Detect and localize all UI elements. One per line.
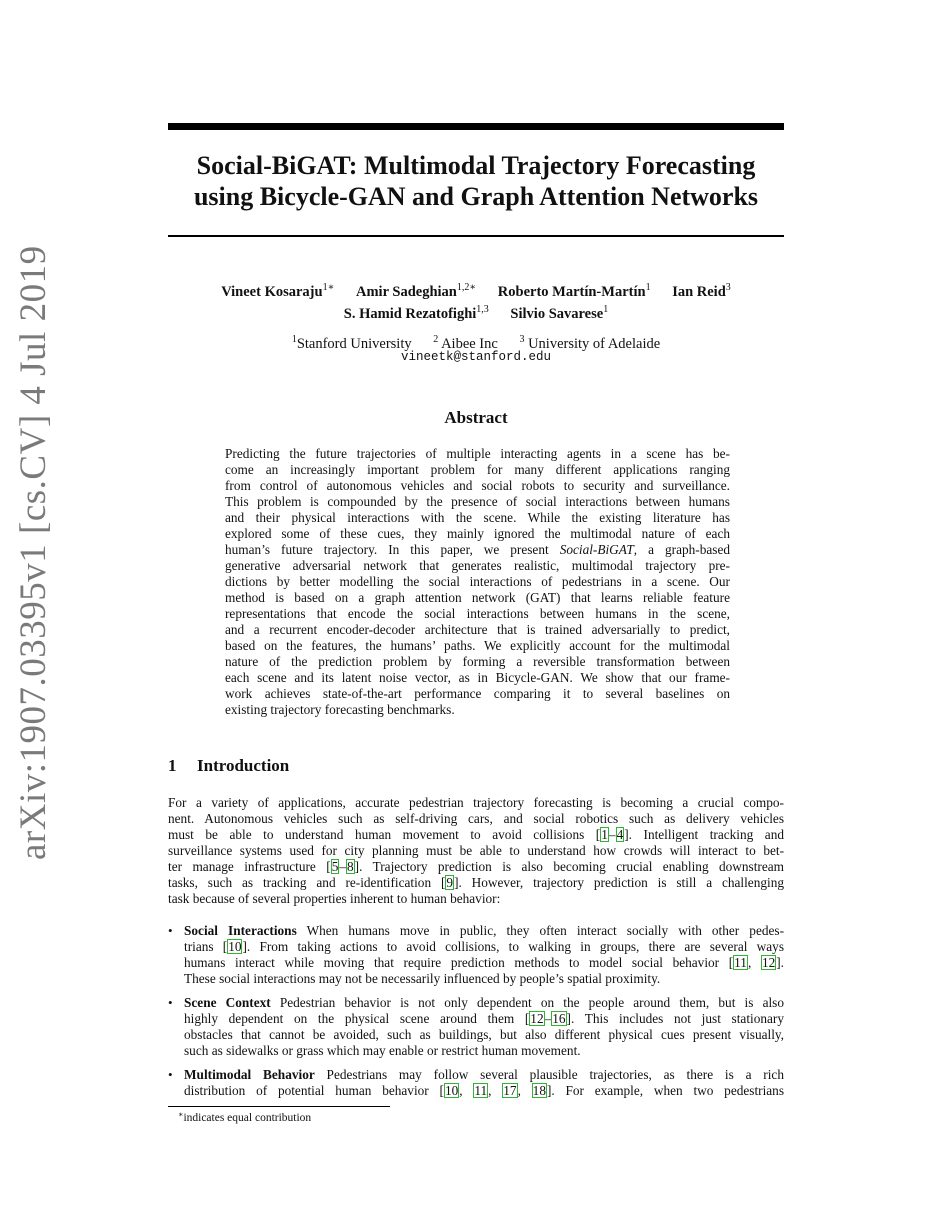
author-list xyxy=(168,279,784,323)
citation-link[interactable]: 10 xyxy=(444,1083,459,1098)
bullet-term: Multimodal Behavior xyxy=(184,1067,315,1082)
citation-link[interactable]: 4 xyxy=(616,827,624,842)
bullet-term: Scene Context xyxy=(184,995,271,1010)
body-line: nent. Autonomous vehicles such as self-driving cars, and social robotics such as delivery vehicles xyxy=(168,811,784,826)
bullet-marker: • xyxy=(168,1067,173,1082)
bullet-line: distribution of potential human behavior [10, 11, 17, 18]. For example, when two pedestrians xyxy=(184,1083,784,1098)
author-6: Silvio Savarese$^1$ xyxy=(510,304,609,322)
model-name-emphasis: Social-BiGAT xyxy=(559,542,634,557)
body-line: For a variety of applications, accurate pedestrian trajectory forecasting is becoming a crucial compo- xyxy=(168,795,784,810)
author-3: Roberto Martín-Martín$^1$ xyxy=(497,282,651,300)
bullet-term: Social Interactions xyxy=(184,923,297,938)
bullet-line: humans interact while moving that require prediction methods to model social behavior [11, 12]. xyxy=(184,955,784,970)
abstract-line: representations that encode the social interactions between humans in the scene, xyxy=(225,606,730,621)
abstract-line: existing trajectory forecasting benchmarks. xyxy=(225,702,455,717)
title-top-rule xyxy=(168,123,784,130)
abstract-line: human’s future trajectory. In this paper, we present Social-BiGAT, a graph-based xyxy=(225,542,730,557)
citation-link[interactable]: 17 xyxy=(503,1083,517,1098)
body-line: ter manage infrastructure [5–8]. Trajectory prediction is also becoming crucial enabling downstream xyxy=(168,859,785,874)
citation-link[interactable]: 18 xyxy=(532,1083,546,1098)
bullet-marker: • xyxy=(168,923,173,938)
affiliation-2: $^2$ Aibee Inc xyxy=(433,334,498,352)
affiliation-3: $^3$ University of Adelaide xyxy=(519,334,661,352)
citation-link[interactable]: 9 xyxy=(446,875,454,890)
citation-link[interactable]: 10 xyxy=(228,939,242,954)
section-heading-introduction: 1 Introduction xyxy=(168,756,290,775)
affiliation-1: $^1$Stanford University xyxy=(291,334,412,352)
author-1: Vineet Kosaraju$^{1∗}$ xyxy=(221,282,335,300)
abstract-line: based on the features, the humans’ paths. We explicitly account for the multimodal xyxy=(225,638,730,653)
abstract-line: method is based on a graph attention network (GAT) that learns reliable feature xyxy=(225,590,730,605)
abstract-line: dictions by better modelling the social interactions of pedestrians in a scene. Our xyxy=(225,574,730,589)
paper-title xyxy=(168,150,784,212)
abstract-line: generative adversarial network that generates realistic, multimodal trajectory pre- xyxy=(225,558,730,573)
abstract-line: Predicting the future trajectories of multiple interacting agents in a scene has be- xyxy=(225,446,730,461)
title-line-2: using Bicycle-GAN and Graph Attention Networks xyxy=(193,182,759,211)
citation-link[interactable]: 16 xyxy=(552,1011,566,1026)
body-line: must be able to understand human movement to avoid collisions [1–4]. Intelligent tracking and xyxy=(168,827,785,842)
bullet-line: Social Interactions When humans move in public, they often interact socially with other pedes- xyxy=(184,923,785,938)
citation-link[interactable]: 11 xyxy=(474,1083,488,1098)
bullet-line: trians [10]. From taking actions to avoid collisions, to walking in groups, there are several ways xyxy=(184,939,784,954)
footnote: ∗indicates equal contribution xyxy=(178,1110,312,1124)
title-line-1: Social-BiGAT: Multimodal Trajectory Forecasting xyxy=(196,151,756,180)
abstract-line: explored some of these cues, they mainly ignored the multimodal nature of each xyxy=(225,526,730,541)
bullet-line: These social interactions may not be necessarily influenced by people’s spatial proximity. xyxy=(184,971,661,986)
author-email[interactable]: vineetk@stanford.edu xyxy=(400,350,552,364)
citation-link[interactable]: 1 xyxy=(601,827,608,842)
abstract-line: nature of the prediction problem by forming a reversible transformation between xyxy=(225,654,730,669)
body-line: surveillance systems used for city planning must be able to understand how crowds will interact to bet- xyxy=(168,843,784,858)
bullet-marker: • xyxy=(168,995,173,1010)
arxiv-identifier: arXiv:1907.03395v1 [cs.CV] 4 Jul 2019 xyxy=(13,245,54,860)
abstract-line: and a recurrent encoder-decoder architecture that is trained adversarially to predict, xyxy=(225,622,730,637)
title-bottom-rule xyxy=(168,235,784,237)
abstract-line: each scene and its latent noise vector, as in Bicycle-GAN. We show that our frame- xyxy=(225,670,730,685)
footnote-rule xyxy=(168,1106,390,1107)
bullet-line: such as sidewalks or grass which may enable or restrict human movement. xyxy=(184,1043,581,1058)
abstract-line: This problem is compounded by the presence of social interactions between humans xyxy=(225,494,730,509)
citation-link[interactable]: 5 xyxy=(331,859,339,874)
abstract-line: work achieves state-of-the-art performance comparing it to several baselines on xyxy=(225,686,730,701)
bullet-line: highly dependent on the physical scene around them [12–16]. This includes not just stationary xyxy=(184,1011,784,1026)
abstract-line: come an increasingly important problem for many different applications ranging xyxy=(225,462,730,477)
bullet-line: Multimodal Behavior Pedestrians may follow several plausible trajectories, as there is a rich xyxy=(184,1067,784,1082)
citation-link[interactable]: 11 xyxy=(734,955,747,970)
abstract-line: from control of autonomous vehicles and social robots to security and surveillance. xyxy=(225,478,730,493)
citation-link[interactable]: 12 xyxy=(761,955,776,970)
author-4: Ian Reid$^3$ xyxy=(672,282,731,300)
body-line: task because of several properties inherent to human behavior: xyxy=(168,891,501,906)
abstract-line: and their physical interactions with the scene. While the existing literature has xyxy=(225,510,730,525)
abstract-heading: Abstract xyxy=(444,408,508,427)
author-5: S. Hamid Rezatofighi$^{1,3}$ xyxy=(343,304,489,322)
citation-link[interactable]: 8 xyxy=(347,859,354,874)
bullet-line: Scene Context Pedestrian behavior is not only dependent on the people around them, but is also xyxy=(184,995,784,1010)
author-2: Amir Sadeghian$^{1,2∗}$ xyxy=(356,282,477,300)
bullet-line: obstacles that cannot be avoided, such as buildings, but also different physical cues present visually, xyxy=(184,1027,784,1042)
body-line: tasks, such as tracking and re-identification [9]. However, trajectory prediction is still a challenging xyxy=(168,875,784,890)
citation-link[interactable]: 12 xyxy=(530,1011,544,1026)
